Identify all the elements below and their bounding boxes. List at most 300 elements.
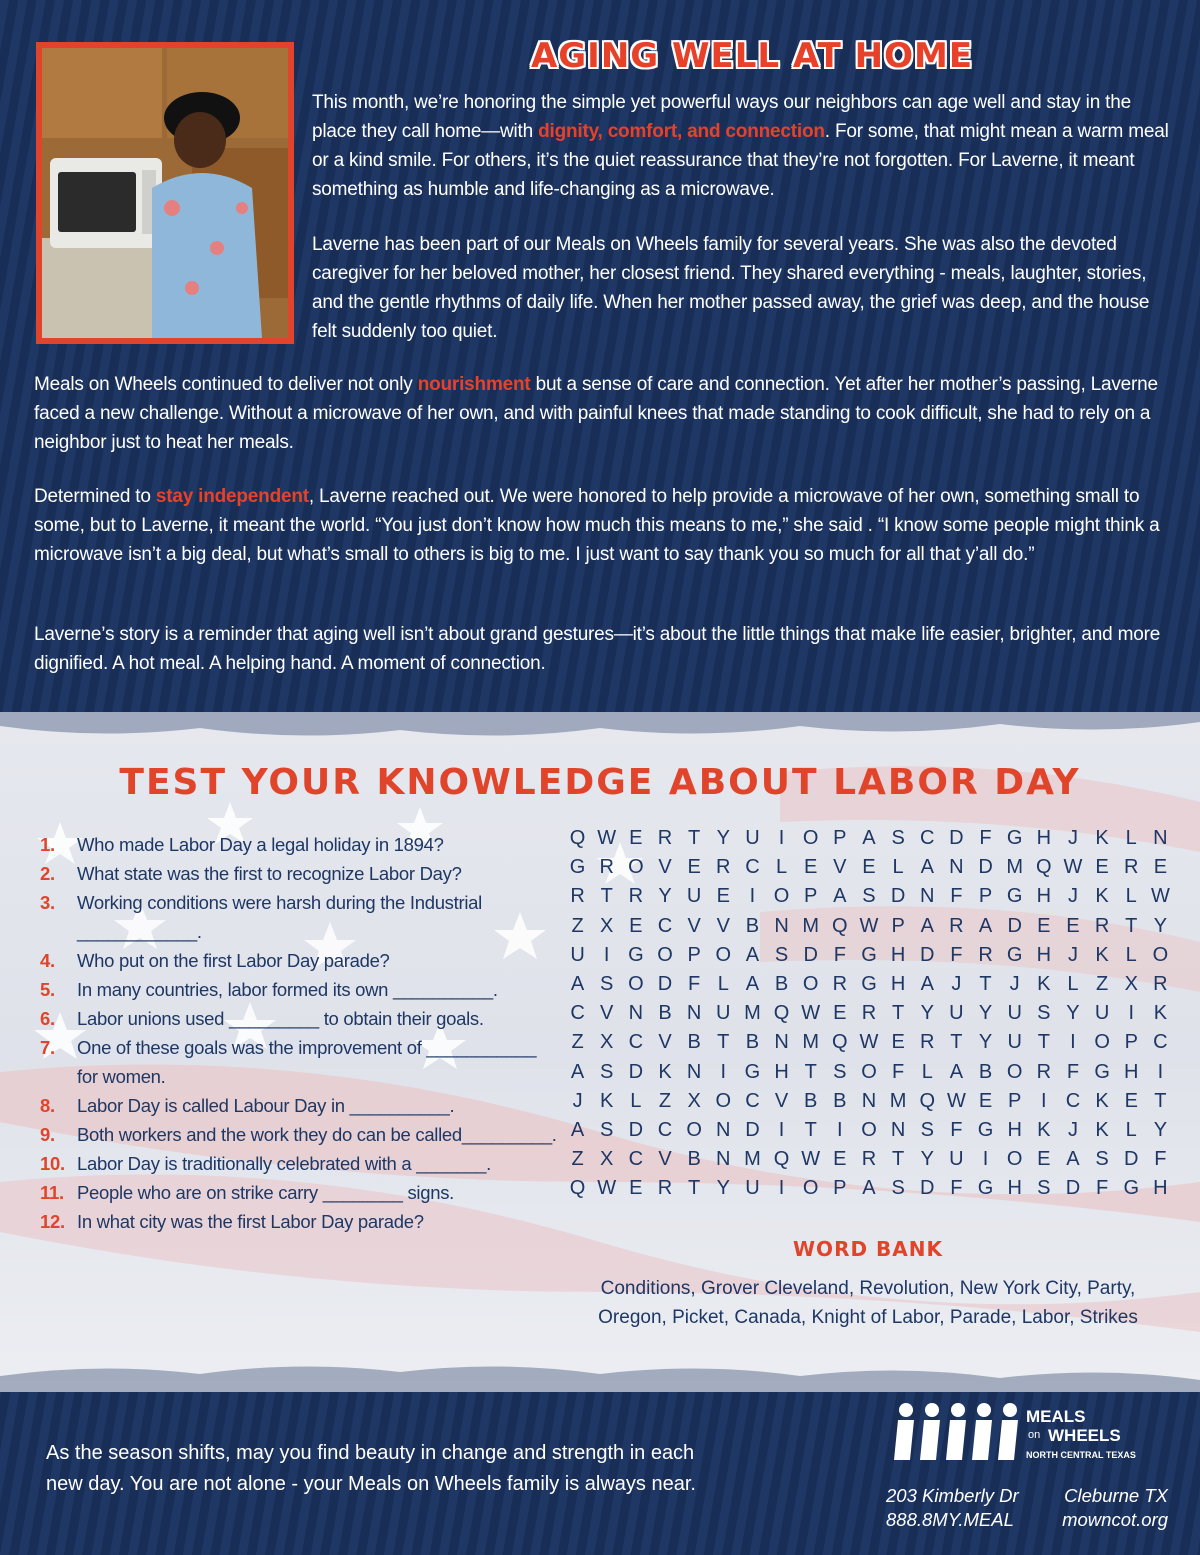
grid-letter[interactable]: H <box>1124 1060 1139 1083</box>
grid-letter[interactable]: B <box>745 1031 760 1054</box>
grid-letter[interactable]: D <box>803 943 818 966</box>
grid-letter[interactable]: F <box>950 943 963 966</box>
grid-letter[interactable]: F <box>892 1060 905 1083</box>
grid-letter[interactable]: K <box>1095 1089 1109 1112</box>
grid-letter[interactable]: C <box>745 856 760 879</box>
grid-letter[interactable]: Q <box>569 827 586 849</box>
grid-letter[interactable]: Y <box>716 1177 730 1200</box>
question-text: In what city was the first Labor Day parade? <box>77 1211 424 1232</box>
grid-letter[interactable]: O <box>628 856 644 879</box>
grid-letter[interactable]: E <box>1095 856 1109 879</box>
grid-letter[interactable]: L <box>1067 972 1079 995</box>
grid-letter[interactable]: P <box>891 914 905 937</box>
grid-letter[interactable]: J <box>1067 885 1078 908</box>
grid-letter[interactable]: K <box>1095 885 1109 908</box>
grid-letter[interactable]: M <box>744 1148 761 1171</box>
grid-letter[interactable]: G <box>628 943 644 966</box>
grid-letter[interactable]: Z <box>571 914 584 937</box>
question-item <box>40 1207 560 1236</box>
grid-letter[interactable]: J <box>572 1089 583 1112</box>
grid-letter[interactable]: K <box>1153 1002 1168 1025</box>
grid-letter[interactable]: Z <box>658 1089 672 1112</box>
grid-letter[interactable]: I <box>603 943 610 966</box>
grid-letter[interactable]: O <box>802 827 819 849</box>
grid-letter[interactable]: R <box>978 943 993 966</box>
grid-letter[interactable]: Y <box>978 1002 993 1025</box>
question-text: One of these goals was the improvement of ___________ for women. <box>77 1037 537 1087</box>
grid-letter[interactable]: G <box>569 856 586 879</box>
grid-letter[interactable]: O <box>715 1089 732 1112</box>
grid-letter[interactable]: S <box>920 1118 934 1141</box>
story-paragraph-1: This month, we’re honoring the simple yet powerful ways our neighbors can age well and stay in the place they call home—with dignity, comfort, and connection. For some, that might mean a warm meal or a kind smile. For others, it’s the quiet reassurance that they’re not forgotten. For Laverne, it meant something as humble and life-changing as a microwave. <box>312 92 1169 200</box>
grid-letter[interactable]: E <box>629 827 643 849</box>
grid-letter[interactable]: O <box>861 1060 877 1083</box>
grid-letter[interactable]: V <box>687 914 701 937</box>
grid-letter[interactable]: Q <box>1036 856 1052 879</box>
grid-letter[interactable]: Q <box>832 914 848 937</box>
grid-letter[interactable]: R <box>1124 856 1139 879</box>
grid-letter[interactable]: L <box>1125 1118 1137 1141</box>
grid-letter[interactable]: I <box>778 1118 785 1141</box>
grid-letter[interactable]: A <box>949 1060 964 1083</box>
grid-letter[interactable]: T <box>892 1148 905 1171</box>
grid-letter[interactable]: Q <box>832 1031 848 1054</box>
grid-letter[interactable]: S <box>600 972 614 995</box>
grid-letter[interactable]: F <box>979 827 992 849</box>
grid-letter[interactable]: Q <box>919 1089 936 1112</box>
grid-letter[interactable]: F <box>1095 1177 1109 1200</box>
grid-letter[interactable]: T <box>804 1060 817 1083</box>
grid-letter[interactable]: Q <box>773 1002 790 1025</box>
grid-letter[interactable]: I <box>837 1118 843 1141</box>
highlight-nourishment: nourishment <box>417 374 531 395</box>
grid-letter[interactable]: X <box>687 1089 701 1112</box>
grid-letter[interactable]: I <box>778 827 785 849</box>
grid-letter[interactable]: Y <box>978 1031 993 1054</box>
grid-letter[interactable]: K <box>1037 972 1051 995</box>
grid-letter[interactable]: M <box>802 1031 820 1054</box>
street-address: 203 Kimberly Dr <box>886 1485 1019 1506</box>
grid-letter[interactable]: I <box>982 1148 989 1171</box>
grid-letter[interactable]: W <box>597 827 617 849</box>
grid-letter[interactable]: K <box>658 1060 672 1083</box>
grid-letter[interactable]: O <box>686 1118 702 1141</box>
grid-letter[interactable]: E <box>1037 1148 1051 1171</box>
grid-letter[interactable]: H <box>890 972 906 995</box>
grid-letter[interactable]: S <box>833 1060 847 1083</box>
grid-letter[interactable]: D <box>978 856 993 879</box>
grid-letter[interactable]: E <box>1066 914 1080 937</box>
grid-letter[interactable]: I <box>720 1060 727 1083</box>
grid-letter[interactable]: F <box>1066 1060 1080 1083</box>
meals-on-wheels-logo <box>888 1396 1168 1486</box>
grid-letter[interactable]: R <box>1094 914 1110 937</box>
grid-letter[interactable]: H <box>1036 885 1052 908</box>
grid-letter[interactable]: I <box>1128 1002 1135 1025</box>
grid-letter[interactable]: K <box>1095 1118 1109 1141</box>
grid-letter[interactable]: N <box>949 856 964 879</box>
grid-letter[interactable]: E <box>833 1002 847 1025</box>
grid-letter[interactable]: Y <box>716 827 730 849</box>
grid-letter[interactable]: R <box>1036 1060 1052 1083</box>
grid-letter[interactable]: M <box>1006 856 1024 879</box>
word-bank-list <box>572 1274 1164 1332</box>
grid-letter[interactable]: A <box>862 1177 876 1200</box>
grid-letter[interactable]: O <box>1152 943 1169 966</box>
story-paragraph-5: Laverne’s story is a reminder that aging well isn’t about grand gestures—it’s about the little things that make life easier, brighter, and more dignified. A hot meal. A helping hand. A moment of connection. <box>34 624 1161 674</box>
grid-letter[interactable]: E <box>629 1177 643 1200</box>
grid-letter[interactable]: Y <box>658 885 672 908</box>
grid-letter[interactable]: D <box>657 972 673 995</box>
grid-letter[interactable]: R <box>599 856 614 879</box>
grid-letter[interactable]: S <box>1095 1148 1109 1171</box>
question-number: 9. <box>40 1124 55 1145</box>
grid-letter[interactable]: S <box>774 943 789 966</box>
grid-letter[interactable]: B <box>833 1089 847 1112</box>
grid-letter[interactable]: E <box>1153 856 1168 879</box>
grid-letter[interactable]: P <box>978 885 993 908</box>
grid-letter[interactable]: T <box>600 885 613 908</box>
grid-letter[interactable]: P <box>804 885 818 908</box>
question-text: Who made Labor Day a legal holiday in 1894? <box>77 834 444 855</box>
logo-on-text: on <box>1028 1429 1041 1441</box>
question-list <box>40 830 560 1236</box>
grid-letter[interactable]: R <box>861 1002 877 1025</box>
grid-letter[interactable]: D <box>1007 914 1022 937</box>
grid-letter[interactable]: A <box>833 885 847 908</box>
grid-letter[interactable]: H <box>1007 1177 1022 1200</box>
grid-letter[interactable]: M <box>802 914 820 937</box>
grid-letter[interactable]: H <box>1007 1118 1022 1141</box>
grid-letter[interactable]: T <box>688 1177 701 1200</box>
grid-letter[interactable]: E <box>1037 914 1051 937</box>
grid-letter[interactable]: V <box>658 856 672 879</box>
grid-row <box>563 970 1175 999</box>
grid-letter[interactable]: K <box>1037 1118 1051 1141</box>
grid-letter[interactable]: C <box>570 1002 585 1025</box>
grid-letter[interactable]: F <box>688 972 701 995</box>
grid-letter[interactable]: U <box>949 1148 964 1171</box>
grid-letter[interactable]: A <box>745 972 760 995</box>
grid-letter[interactable]: N <box>686 1002 702 1025</box>
grid-letter[interactable]: P <box>687 943 701 966</box>
grid-letter[interactable]: L <box>892 856 904 879</box>
grid-letter[interactable]: F <box>833 943 846 966</box>
grid-letter[interactable]: Z <box>571 1148 584 1171</box>
grid-letter[interactable]: O <box>715 943 732 966</box>
grid-letter[interactable]: V <box>833 856 847 879</box>
grid-letter[interactable]: V <box>658 1148 672 1171</box>
grid-letter[interactable]: T <box>1125 914 1138 937</box>
grid-letter[interactable]: S <box>1037 1002 1051 1025</box>
grid-letter[interactable]: B <box>687 1031 701 1054</box>
grid-letter[interactable]: G <box>1006 943 1023 966</box>
closing-message: As the season shifts, may you find beauty in change and strength in each new day. You are not alone - your Meals on Wheels family is always near. <box>46 1442 696 1495</box>
grid-letter[interactable]: C <box>1065 1089 1081 1112</box>
question-item <box>40 830 560 859</box>
grid-letter[interactable]: P <box>833 827 847 849</box>
grid-letter[interactable]: D <box>628 1118 644 1141</box>
grid-letter[interactable]: S <box>600 1118 614 1141</box>
grid-letter[interactable]: E <box>687 856 701 879</box>
grid-letter[interactable]: P <box>1008 1089 1022 1112</box>
grid-letter[interactable]: E <box>833 1148 847 1171</box>
grid-letter[interactable]: R <box>716 856 731 879</box>
grid-letter[interactable]: R <box>832 972 848 995</box>
grid-letter[interactable]: T <box>1154 1089 1167 1112</box>
grid-letter[interactable]: C <box>745 1089 760 1112</box>
grid-letter[interactable]: I <box>749 885 756 908</box>
grid-letter[interactable]: G <box>744 1060 761 1083</box>
grid-letter[interactable]: O <box>773 885 790 908</box>
grid-letter[interactable]: Q <box>569 1177 586 1200</box>
grid-letter[interactable]: U <box>570 943 585 966</box>
grid-letter[interactable]: P <box>1124 1031 1138 1054</box>
grid-letter[interactable]: T <box>804 1118 817 1141</box>
grid-letter[interactable]: I <box>1070 1031 1076 1054</box>
grid-letter[interactable]: D <box>920 1177 935 1200</box>
grid-letter[interactable]: H <box>774 1060 789 1083</box>
grid-letter[interactable]: O <box>1006 1148 1023 1171</box>
grid-letter[interactable]: H <box>1153 1177 1168 1200</box>
grid-letter[interactable]: G <box>1094 1060 1110 1083</box>
grid-letter[interactable]: A <box>978 914 993 937</box>
grid-letter[interactable]: O <box>657 943 673 966</box>
grid-letter[interactable]: X <box>600 1031 614 1054</box>
grid-letter[interactable]: N <box>890 1118 906 1141</box>
grid-letter[interactable]: W <box>801 1002 821 1025</box>
grid-letter[interactable]: O <box>861 1118 877 1141</box>
grid-letter[interactable]: Y <box>1066 1002 1080 1025</box>
question-text: People who are on strike carry ________ signs. <box>77 1182 454 1203</box>
grid-letter[interactable]: J <box>1067 943 1078 966</box>
grid-letter[interactable]: G <box>1006 827 1023 849</box>
grid-letter[interactable]: A <box>920 856 934 879</box>
grid-letter[interactable]: T <box>979 972 992 995</box>
grid-letter[interactable]: I <box>1157 1060 1164 1083</box>
grid-letter[interactable]: C <box>628 1148 644 1171</box>
grid-letter[interactable]: J <box>1067 1118 1078 1141</box>
grid-letter[interactable]: L <box>1125 885 1137 908</box>
grid-letter[interactable]: R <box>920 1031 935 1054</box>
grid-letter[interactable]: N <box>628 1002 644 1025</box>
grid-letter[interactable]: X <box>600 1148 614 1171</box>
grid-letter[interactable]: A <box>862 827 876 849</box>
grid-letter[interactable]: U <box>686 885 702 908</box>
grid-letter[interactable]: L <box>775 856 788 879</box>
grid-letter[interactable]: I <box>1041 1089 1047 1112</box>
grid-letter[interactable]: A <box>920 914 934 937</box>
grid-letter[interactable]: P <box>833 1177 847 1200</box>
grid-letter[interactable]: O <box>802 972 819 995</box>
grid-letter[interactable]: E <box>862 856 876 879</box>
grid-letter[interactable]: V <box>716 914 730 937</box>
grid-letter[interactable]: Z <box>571 1031 584 1054</box>
grid-letter[interactable]: R <box>628 885 644 908</box>
grid-letter[interactable]: C <box>628 1031 644 1054</box>
grid-letter[interactable]: R <box>949 914 964 937</box>
grid-letter[interactable]: X <box>600 914 614 937</box>
grid-letter[interactable]: F <box>950 1118 963 1141</box>
grid-letter[interactable]: V <box>600 1002 614 1025</box>
grid-letter[interactable]: Q <box>773 1148 790 1171</box>
question-text: Labor Day is traditionally celebrated with a _______. <box>77 1153 491 1174</box>
grid-letter[interactable]: E <box>1124 1089 1138 1112</box>
grid-letter[interactable]: Y <box>920 1002 934 1025</box>
grid-letter[interactable]: U <box>745 1177 760 1200</box>
grid-letter[interactable]: G <box>1006 885 1023 908</box>
grid-letter[interactable]: W <box>859 1031 879 1054</box>
grid-letter[interactable]: X <box>1124 972 1138 995</box>
grid-letter[interactable]: S <box>862 885 876 908</box>
grid-letter[interactable]: D <box>949 827 964 849</box>
grid-letter[interactable]: D <box>628 1060 644 1083</box>
grid-letter[interactable]: R <box>657 827 673 849</box>
website-link[interactable]: mowncot.org <box>1062 1509 1168 1530</box>
grid-letter[interactable]: G <box>1123 1177 1140 1200</box>
grid-letter[interactable]: J <box>1067 827 1078 849</box>
grid-letter[interactable]: C <box>920 827 935 849</box>
grid-letter[interactable]: S <box>1037 1177 1051 1200</box>
grid-letter[interactable]: D <box>890 885 906 908</box>
grid-letter[interactable]: M <box>889 1089 907 1112</box>
grid-letter[interactable]: J <box>1009 972 1020 995</box>
grid-letter[interactable]: F <box>950 885 963 908</box>
grid-letter[interactable]: H <box>890 943 906 966</box>
grid-letter[interactable]: T <box>950 1031 963 1054</box>
grid-letter[interactable]: T <box>688 827 701 849</box>
grid-letter[interactable]: S <box>600 1060 614 1083</box>
grid-letter[interactable]: N <box>716 1118 731 1141</box>
grid-letter[interactable]: N <box>920 885 935 908</box>
grid-letter[interactable]: Y <box>1153 914 1168 937</box>
grid-letter[interactable]: U <box>1007 1002 1022 1025</box>
grid-letter[interactable]: B <box>774 972 789 995</box>
grid-letter[interactable]: N <box>716 1148 731 1171</box>
grid-letter[interactable]: N <box>774 914 789 937</box>
grid-letter[interactable]: F <box>1154 1148 1167 1171</box>
grid-letter[interactable]: B <box>978 1060 993 1083</box>
grid-letter[interactable]: B <box>658 1002 672 1025</box>
grid-letter[interactable]: W <box>801 1148 821 1171</box>
grid-letter[interactable]: J <box>951 972 962 995</box>
grid-letter[interactable]: O <box>802 1177 819 1200</box>
grid-letter[interactable]: U <box>745 827 760 849</box>
question-number: 8. <box>40 1095 55 1116</box>
grid-letter[interactable]: W <box>859 914 879 937</box>
grid-letter[interactable]: U <box>949 1002 964 1025</box>
grid-letter[interactable]: I <box>778 1177 785 1200</box>
grid-letter[interactable]: R <box>861 1148 877 1171</box>
grid-letter[interactable]: V <box>774 1089 789 1112</box>
grid-letter[interactable]: Y <box>1153 1118 1168 1141</box>
question-number: 6. <box>40 1008 55 1029</box>
grid-letter[interactable]: E <box>891 1031 905 1054</box>
grid-letter[interactable]: H <box>1036 827 1052 849</box>
grid-letter[interactable]: S <box>891 827 905 849</box>
question-text: Labor Day is called Labour Day in __________. <box>77 1095 455 1116</box>
grid-letter[interactable]: E <box>978 1089 993 1112</box>
grid-letter[interactable]: G <box>977 1118 994 1141</box>
grid-letter[interactable]: A <box>570 972 585 995</box>
grid-letter[interactable]: G <box>977 1177 994 1200</box>
grid-letter[interactable]: A <box>920 972 934 995</box>
grid-letter[interactable]: H <box>1036 943 1052 966</box>
grid-letter[interactable]: D <box>1124 1148 1139 1171</box>
grid-letter[interactable]: V <box>658 1031 672 1054</box>
grid-letter[interactable]: D <box>920 943 935 966</box>
grid-letter[interactable]: E <box>804 856 818 879</box>
grid-letter[interactable]: B <box>745 914 760 937</box>
grid-letter[interactable]: M <box>744 1002 761 1025</box>
grid-letter[interactable]: U <box>716 1002 731 1025</box>
grid-letter[interactable]: L <box>921 1060 933 1083</box>
grid-letter[interactable]: A <box>570 1118 585 1141</box>
grid-letter[interactable]: E <box>716 885 730 908</box>
grid-letter[interactable]: L <box>630 1089 642 1112</box>
logo-subtitle-text: NORTH CENTRAL TEXAS <box>1026 1450 1136 1460</box>
grid-letter[interactable]: R <box>1153 972 1168 995</box>
grid-letter[interactable]: O <box>1006 1060 1023 1083</box>
grid-letter[interactable]: T <box>892 1002 905 1025</box>
grid-letter[interactable]: N <box>774 1031 789 1054</box>
grid-letter[interactable]: W <box>1063 856 1083 879</box>
grid-letter[interactable]: L <box>1125 827 1137 849</box>
grid-letter[interactable]: N <box>1153 827 1168 849</box>
grid-letter[interactable]: G <box>861 972 877 995</box>
grid-letter[interactable]: U <box>1094 1002 1110 1025</box>
question-number: 2. <box>40 863 55 884</box>
grid-letter[interactable]: W <box>946 1089 966 1112</box>
grid-letter[interactable]: W <box>1150 885 1170 908</box>
grid-letter[interactable]: A <box>570 1060 585 1083</box>
grid-letter[interactable]: R <box>657 1177 673 1200</box>
grid-letter[interactable]: Y <box>920 1148 934 1171</box>
grid-letter[interactable]: C <box>657 1118 673 1141</box>
grid-letter[interactable]: T <box>717 1031 730 1054</box>
question-number: 1. <box>40 834 55 855</box>
story-title: AGING WELL AT HOME <box>530 36 974 76</box>
grid-row <box>563 853 1175 882</box>
grid-letter[interactable]: F <box>950 1177 963 1200</box>
grid-letter[interactable]: A <box>1066 1148 1080 1171</box>
grid-letter[interactable]: G <box>861 943 877 966</box>
grid-letter[interactable]: N <box>686 1060 702 1083</box>
grid-letter[interactable]: C <box>657 914 673 937</box>
grid-letter[interactable]: L <box>717 972 729 995</box>
grid-letter[interactable]: D <box>1065 1177 1081 1200</box>
grid-letter[interactable]: E <box>629 914 643 937</box>
grid-letter[interactable]: O <box>628 972 644 995</box>
grid-letter[interactable]: K <box>1095 943 1109 966</box>
grid-letter[interactable]: K <box>1095 827 1109 849</box>
grid-letter[interactable]: N <box>861 1089 877 1112</box>
grid-letter[interactable]: U <box>1007 1031 1022 1054</box>
grid-letter[interactable]: B <box>804 1089 818 1112</box>
grid-letter[interactable]: K <box>600 1089 614 1112</box>
grid-letter[interactable]: T <box>1037 1031 1050 1054</box>
grid-letter[interactable]: O <box>1094 1031 1110 1054</box>
grid-letter[interactable]: C <box>1153 1031 1168 1054</box>
grid-letter[interactable]: B <box>687 1148 701 1171</box>
grid-letter[interactable]: R <box>570 885 585 908</box>
grid-letter[interactable]: S <box>891 1177 905 1200</box>
grid-letter[interactable]: Z <box>1095 972 1109 995</box>
grid-letter[interactable]: A <box>745 943 760 966</box>
grid-letter[interactable]: D <box>745 1118 760 1141</box>
grid-letter[interactable]: W <box>597 1177 617 1200</box>
grid-letter[interactable]: L <box>1125 943 1137 966</box>
